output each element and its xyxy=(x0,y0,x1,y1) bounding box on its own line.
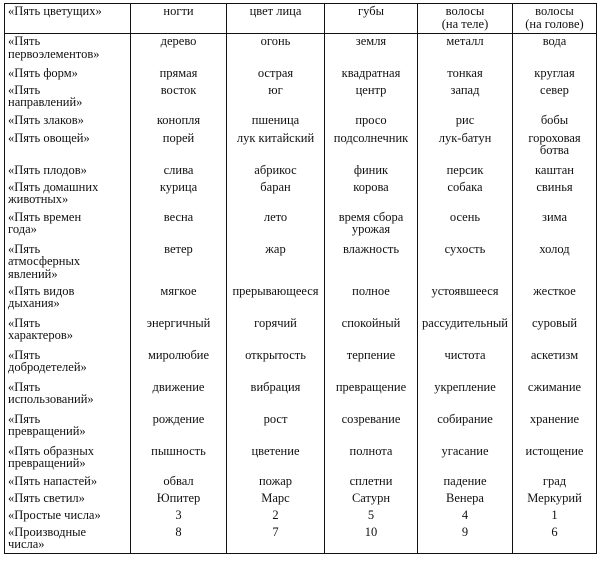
row-label: «Пять образных превращений» xyxy=(5,444,131,474)
table-cell: 6 xyxy=(513,525,597,554)
table-cell: волосы (на теле) xyxy=(418,4,513,34)
table-cell: суровый xyxy=(513,316,597,348)
table-cell: полное xyxy=(325,284,418,316)
table-cell: полнота xyxy=(325,444,418,474)
table-cell: вода xyxy=(513,34,597,66)
row-label: «Пять превращений» xyxy=(5,412,131,444)
table-cell: персик xyxy=(418,163,513,180)
table-cell: абрикос xyxy=(227,163,325,180)
table-cell: земля xyxy=(325,34,418,66)
table-cell: конопля xyxy=(131,113,227,131)
table-row xyxy=(5,66,597,83)
table-cell: 5 xyxy=(325,508,418,525)
table-cell: квадратная xyxy=(325,66,418,83)
row-label: «Пять первоэлементов» xyxy=(5,34,131,66)
table-cell: 8 xyxy=(131,525,227,554)
table-row xyxy=(5,474,597,491)
table-cell: миролюбие xyxy=(131,348,227,380)
table-cell: терпение xyxy=(325,348,418,380)
row-label: «Пять овощей» xyxy=(5,131,131,163)
table-cell: обвал xyxy=(131,474,227,491)
table-row xyxy=(5,210,597,242)
table-cell: жар xyxy=(227,242,325,284)
table-cell: 3 xyxy=(131,508,227,525)
table-cell: град xyxy=(513,474,597,491)
table-cell: запад xyxy=(418,83,513,113)
row-label: «Пять домашних животных» xyxy=(5,180,131,210)
table-cell: укрепление xyxy=(418,380,513,412)
table-cell: зима xyxy=(513,210,597,242)
table-row xyxy=(5,316,597,348)
row-label: «Пять направлений» xyxy=(5,83,131,113)
table-cell: лук китайский xyxy=(227,131,325,163)
table-cell: 9 xyxy=(418,525,513,554)
table-row xyxy=(5,83,597,113)
table-cell: чистота xyxy=(418,348,513,380)
table-cell: холод xyxy=(513,242,597,284)
table-cell: время сбора урожая xyxy=(325,210,418,242)
table-row xyxy=(5,242,597,284)
table-cell: сжимание xyxy=(513,380,597,412)
table-cell: порей xyxy=(131,131,227,163)
table-row xyxy=(5,4,597,34)
table-cell: финик xyxy=(325,163,418,180)
table-cell: Меркурий xyxy=(513,491,597,508)
table-cell: острая xyxy=(227,66,325,83)
row-label: «Пять использований» xyxy=(5,380,131,412)
table-cell: север xyxy=(513,83,597,113)
row-label: «Пять злаков» xyxy=(5,113,131,131)
table-cell: бобы xyxy=(513,113,597,131)
row-label: «Пять времен года» xyxy=(5,210,131,242)
table-row xyxy=(5,412,597,444)
table-cell: прерывающееся xyxy=(227,284,325,316)
table-cell: осень xyxy=(418,210,513,242)
table-cell: Венера xyxy=(418,491,513,508)
table-cell: мягкое xyxy=(131,284,227,316)
row-label: «Пять форм» xyxy=(5,66,131,83)
table-cell: рождение xyxy=(131,412,227,444)
table-row xyxy=(5,34,597,66)
table-cell: рассудительный xyxy=(418,316,513,348)
table-cell: Юпитер xyxy=(131,491,227,508)
table-cell: истощение xyxy=(513,444,597,474)
correspondence-table xyxy=(4,3,597,554)
table-cell: прямая xyxy=(131,66,227,83)
table-cell: восток xyxy=(131,83,227,113)
table-cell: хранение xyxy=(513,412,597,444)
table-cell: созревание xyxy=(325,412,418,444)
table-cell: Марс xyxy=(227,491,325,508)
table-cell: 1 xyxy=(513,508,597,525)
table-cell: каштан xyxy=(513,163,597,180)
row-label: «Пять добродетелей» xyxy=(5,348,131,380)
table-row xyxy=(5,131,597,163)
table-cell: весна xyxy=(131,210,227,242)
table-cell: волосы (на голове) xyxy=(513,4,597,34)
table-cell: падение xyxy=(418,474,513,491)
table-cell: энергичный xyxy=(131,316,227,348)
table-cell: лето xyxy=(227,210,325,242)
table-cell: рис xyxy=(418,113,513,131)
table-cell: 10 xyxy=(325,525,418,554)
row-label: «Пять напастей» xyxy=(5,474,131,491)
table-cell: центр xyxy=(325,83,418,113)
table-row xyxy=(5,525,597,554)
table-cell: гороховая ботва xyxy=(513,131,597,163)
table-cell: спокойный xyxy=(325,316,418,348)
table-cell: пожар xyxy=(227,474,325,491)
table-cell: круглая xyxy=(513,66,597,83)
table-cell: влажность xyxy=(325,242,418,284)
table-body xyxy=(5,4,597,554)
table-cell: сухость xyxy=(418,242,513,284)
table-cell: Сатурн xyxy=(325,491,418,508)
row-label: «Пять характеров» xyxy=(5,316,131,348)
row-label: «Простые числа» xyxy=(5,508,131,525)
row-label: «Производные числа» xyxy=(5,525,131,554)
table-row xyxy=(5,348,597,380)
table-cell: цвет лица xyxy=(227,4,325,34)
table-cell: 2 xyxy=(227,508,325,525)
table-cell: дерево xyxy=(131,34,227,66)
table-row xyxy=(5,180,597,210)
table-cell: пшеница xyxy=(227,113,325,131)
table-cell: движение xyxy=(131,380,227,412)
table-cell: баран xyxy=(227,180,325,210)
table-cell: сплетни xyxy=(325,474,418,491)
table-cell: курица xyxy=(131,180,227,210)
table-cell: собака xyxy=(418,180,513,210)
table-cell: угасание xyxy=(418,444,513,474)
table-cell: 4 xyxy=(418,508,513,525)
table-cell: ветер xyxy=(131,242,227,284)
table-cell: тонкая xyxy=(418,66,513,83)
table-cell: слива xyxy=(131,163,227,180)
table-row xyxy=(5,284,597,316)
table-row xyxy=(5,508,597,525)
table-cell: жесткое xyxy=(513,284,597,316)
table-cell: подсолнечник xyxy=(325,131,418,163)
row-label: «Пять цветущих» xyxy=(5,4,131,34)
table-cell: ногти xyxy=(131,4,227,34)
row-label: «Пять светил» xyxy=(5,491,131,508)
table-cell: 7 xyxy=(227,525,325,554)
table-cell: рост xyxy=(227,412,325,444)
row-label: «Пять плодов» xyxy=(5,163,131,180)
row-label: «Пять атмосферных явлений» xyxy=(5,242,131,284)
table-row xyxy=(5,380,597,412)
row-label: «Пять видов дыхания» xyxy=(5,284,131,316)
table-row xyxy=(5,163,597,180)
table-cell: металл xyxy=(418,34,513,66)
table-cell: огонь xyxy=(227,34,325,66)
table-cell: губы xyxy=(325,4,418,34)
table-cell: свинья xyxy=(513,180,597,210)
table-cell: пышность xyxy=(131,444,227,474)
table-row xyxy=(5,113,597,131)
table-cell: горячий xyxy=(227,316,325,348)
table-cell: собирание xyxy=(418,412,513,444)
table-row xyxy=(5,491,597,508)
table-cell: лук-батун xyxy=(418,131,513,163)
table-cell: просо xyxy=(325,113,418,131)
table-cell: цветение xyxy=(227,444,325,474)
table-cell: юг xyxy=(227,83,325,113)
table-cell: открытость xyxy=(227,348,325,380)
table-row xyxy=(5,444,597,474)
table-cell: вибрация xyxy=(227,380,325,412)
table-cell: превращение xyxy=(325,380,418,412)
table-cell: корова xyxy=(325,180,418,210)
table-cell: аскетизм xyxy=(513,348,597,380)
table-cell: устоявшееся xyxy=(418,284,513,316)
